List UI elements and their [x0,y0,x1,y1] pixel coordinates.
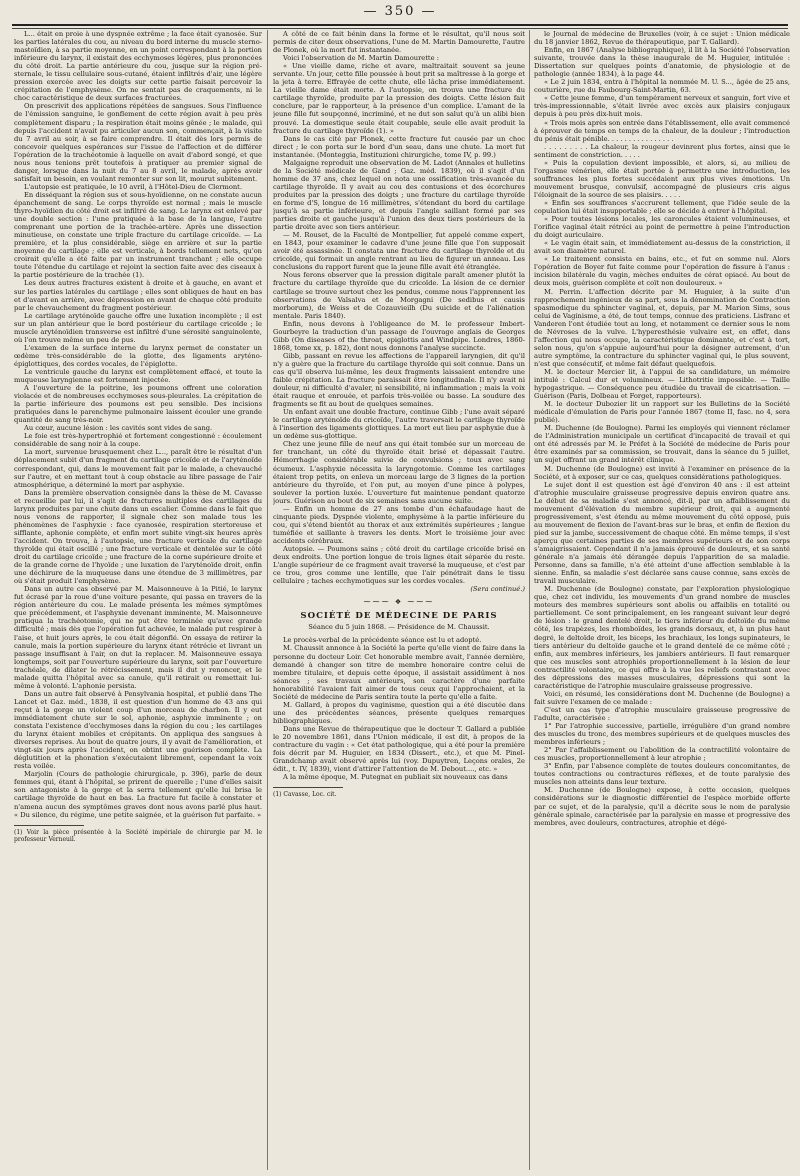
paragraph: Dans une Revue de thérapeutique que le docteur T. Gallard a publiée le 20 novembre 1861, dans l'Union médicale, il est dit, à propos de la contracture du vagin : « Cet état pathologique, qui a été pour la première fois décrit par M. Huguier, en 1834 (Dissert., etc.), et que M. Pinel-Grandchamp avait observé après lui (voy. Dupuytren, Leçons orales, 2e édit., t. IV, 1839), vient d'attirer l'attention de M. Debout...., etc. » [273,724,525,774]
paragraph: Enfin, en 1867 (Analyse bibliographique), il lit à la Société l'observation suivante, trouvée dans la thèse inaugurale de M. Huguier, intitulée : Dissertation sur quelques points d'anatomie, de physiologie et de pathologie (année 1834), à la page 44. [534,46,790,79]
footnote-rule [14,825,84,826]
paragraph: Les deux autres fractures existent à droite et à gauche, en avant et sur les parties latérales du cartilage ; elles sont obliques de haut en bas et d'avant en arrière, avec dépression en avant de chaque côté produite par le chevauchement du fragment postérieur. [14,279,262,312]
paragraph: Un enfant avait une double fracture, continue Gibb ; l'une avait séparé le cartilage aryténoïde du cricoïde, l'autre traversait le cartilage thyroïde à l'insertion des ligaments glottiques. La mort eut lieu par asphyxie due à un œdème sus-glottique. [273,408,525,441]
paragraph: Le foie est très-hypertrophié et fortement congestionné : écoulement considérable de sang noir à la coupe. [14,432,262,449]
paragraph: — M. Rouset, de la Faculté de Montpellier, fut appelé comme expert, en 1843, pour examiner le cadavre d'une jeune fille que l'on supposait avoir été assassinée. Il constata une fracture du cartilage thyroïde et du cricoïde, qui formait un angle rentrant au lieu de figurer un anneau. Les conclusions du rapport furent que la jeune fille avait été étranglée. [273,231,525,272]
column-middle-body [273,30,525,585]
society-title: SOCIÉTÉ DE MÉDECINE DE PARIS [300,611,498,622]
paragraph: M. Duchenne (de Boulogne) constate, par l'exploration physiologique que, chez cet individu, les mouvements d'un grand nombre de muscles moteurs des membres supérieurs sont abolis ou affaiblis en totalité ou partiellement. Ce sont principalement, en les rangeant suivant leur degré de lésion : le grand dentelé droit, le tiers inférieur du deltoïde du même côté, les trapèzes, les rhomboïdes, les grands dorsaux, et, à un plus haut degré, le deltoïde droit, les biceps, les brachiaux, les longs supinateurs, le tiers antérieur du deltoïde gauche et le grand dentelé de ce même côté ; enfin, aux membres inférieurs, les jambiers antérieurs. Il faut remarquer que ces muscles sont atrophiés proportionnellement à la lésion de leur contractilité volontaire, ce qui offre à la vue les reliefs contrastant avec des dépressions des masses musculaires, dépressions qui sont la caractéristique de l'atrophie musculaire graisseuse progressive. [534,585,790,690]
paragraph: « Le 2 juin 1834, entra à l'hôpital la nommée M. U. S..., âgée de 25 ans, couturière, rue du Faubourg-Saint-Martin, 63. [534,78,790,95]
paragraph: Dans un autre fait observé à Pensylvania hospital, et publié dans The Lancet et Gaz. méd., 1838, il est question d'un homme de 43 ans qui reçut à la gorge un violent coup d'un morceau de charbon. Il y eut immédiatement chute sur le sol, aphonie, asphyxie imminente ; on constata l'existence d'ecchymoses dans la région du cou ; les cartilages du larynx étaient mobiles et crépitants. On appliqua des sangsues à diverses reprises. Au bout de quatre jours, il y avait de l'amélioration, et vingt-six jours après l'accident, on obtint une guérison complète. La déglutition et la phonation s'exécutaient librement, cependant la voix resta voilée. [14,689,262,771]
column-left [14,30,262,1168]
paragraph: Malgaigne reproduit une observation de M. Ladot (Annales et hulletins de la Société médicale de Gand ; Gaz. méd. 1839), où il s'agit d'un homme de 37 ans, chez lequel on nota une ossification très-avancée du cartilage thyroïde. Il y avait au cou des contusions et des écorchures produites par la pression des doigts ; une fracture du cartilage thyroïde en forme d'S, longue de 16 millimètres, s'étendant du bord du cartilage jusqu'à sa partie inférieure, et depuis l'angle saillant formé par ses parties droite et gauche jusqu'à l'union des deux tiers postérieurs de la partie droite avec son tiers antérieur. [273,158,525,232]
paragraph: le Journal de médecine de Bruxelles (voir, à ce sujet : Union médicale du 18 janvier 1862, Revue de thérapeutique, par T. Gallard). [534,30,790,47]
paragraph: Voici, en résumé, les considérations dont M. Duchenne (de Boulogne) a fait suivre l'examen de ce malade : [534,689,790,706]
header-rule [12,24,788,29]
paragraph: 1° Par l'atrophie successive, partielle, irrégulière d'un grand nombre des muscles du tronc, des membres supérieurs et de quelques muscles des membres inférieurs ; [534,722,790,747]
column-middle [273,30,525,1168]
paragraph: La mort, survenue brusquement chez L..., paraît être le résultat d'un déplacement subit d'un fragment du cartilage cricoïde et de l'aryténoïde correspondant, qui, dans le mouvement fait par le malade, a chevauché sur l'autre, et en mettant tout à coup obstacle au libre passage de l'air atmosphérique, a déterminé la mort par asphyxie. [14,448,262,489]
column-right [534,30,790,1168]
paragraph: C'est un cas type d'atrophie musculaire graisseuse progressive de l'adulte, caractérisée : [534,705,790,722]
paragraph: M. le docteur Dubozier lit un rapport sur les Bulletins de la Société médicale d'émulation de Paris pour l'année 1867 (tome II, fasc. no 4, sera publié). [534,400,790,425]
paragraph: Au cœur, aucune lésion : les cavités sont vides de sang. [24,424,213,433]
paragraph: Dans la première observation consignée dans la thèse de M. Cavasse et recueillie par lui, il s'agit de fractures multiples des cartilages du larynx produites par une chute dans un escalier. Comme dans le fait que nous venons de rapporter, il signale chez son malade tous les phénomènes de l'asphyxie : face cyanosée, respiration stertoreuse et sifflante, aphonie complète, et enfin mort subite vingt-six heures après l'accident. On trouva, à l'autopsie, une fracture verticale du cartilage thyroïde qui était oscillé ; une fracture verticale et dentelée sur le côté droit du cartilage cricoïde ; une fracture de la corne supérieure droite et de la grande corne de l'hyoïde ; une luxation de l'aryténoïde droit, enfin une déchirure de la muqueuse dans une étendue de 3 millimètres, par où s'était produit l'emphysème. [14,488,262,586]
paragraph: Le procès-verbal de la précédente séance est lu et adopté. [283,636,482,645]
paragraph: L'examen de la surface interne du larynx permet de constater un œdème très-considérable de la glotte, des ligaments aryténo-épiglottiques, des cordes vocales, de l'épiglotte. [14,343,262,368]
paragraph: Nous ferons observer que la pression digitale paraît amener plutôt la fracture du cartilage thyroïde que du cricoïde. La lésion de ce dernier cartilage se trouve surtout chez les pendus, comme nous l'apprennent les observations de Valsalva et de Morgagni (De sedibus et causis morborum), de Weiss et de Cozauvieilh (Du suicide et de l'aliénation mentale. Paris 1840). [273,271,525,320]
paragraph: 3° Enfin, par l'absence complète de toutes douleurs concomitantes, de toutes contractions ou contractures réflexes, et de toute paralysie des muscles non atteints dans leur texture. [534,762,790,787]
column-left-body [14,30,262,819]
footnote: (1) Cavasse, Loc. cit. [273,791,337,799]
paragraph: L... était en proie à une dyspnée extrême ; la face était cyanosée. Sur les parties latérales du cou, au niveau du bord interne du muscle sterno-mastoïdien, à sa partie moyenne, en un point correspondant à la portion inférieure du larynx, il existait des ecchymoses légères, plus prononcées du côté droit. La partie antérieure du cou, jusque sur la région pré-sternale, le tissu cellulaire sous-cutané, étaient infiltrés d'air, une légère pression exercée avec les doigts sur cette partie faisait percevoir la crépitation de l'emphysème. On ne sentait pas de craquements, ni le choc caractéristique de deux surfaces fracturées. [14,30,262,103]
paragraph: M. Duchenne (de Boulogne) expose, à cette occasion, quelques considérations sur le diagnostic différentiel de l'espèce morbide offerte par ce sujet, et de la paralysie, qu'il a décrite sous le nom de paralysie générale spinale, caractérisée par la paralysie en masse et progressive des membres, avec douleurs, contractures, atrophie et dégé- [534,786,790,827]
paragraph: Le cartilage aryténoïde gauche offre une luxation incomplète ; il est sur un plan antérieur que le bord postérieur du cartilage cricoïde ; le muscle aryténoïdien transverse est infiltré d'une sérosité sanguinolente, où l'on trouve même un peu de pus. [14,311,262,344]
paragraph: Autopsie. — Poumons sains ; côté droit du cartilage cricoïde brisé en deux endroits. Une portion longue de trois lignes était séparée du reste. L'angle supérieur de ce fragment avait traversé la muqueuse, et c'est par ce trou, gros comme une lentille, que l'air pénétrait dans le tissu cellulaire ; taches ecchymotiques sur les cordes vocales. [273,545,525,586]
footnote: (1) Voir la pièce présentée à la Société impériale de chirurgie par M. le professeur Verneuil. [14,828,262,844]
paragraph: En disséquant la région sus et sous-hyoïdienne, on ne constate aucun épanchement de sang. Le corps thyroïde est normal ; mais le muscle thyro-hyoïdien du côté droit est infiltré de sang. Le larynx est enlevé par une double section : l'une pratiquée à la base de la langue, l'autre comprenant une portion de la trachée-artère. Après une dissection minutieuse, on constate une triple fracture du cartilage cricoïde. — La première, et la plus considérable, siège en arrière et sur la partie moyenne du cartilage ; elle est verticale, à bords tellement nets, qu'on croirait qu'elle a été faite par un instrument tranchant ; elle occupe toute l'étendue du cartilage et rejoint la section faite avec des ciseaux à la partie postérieure de la trachée (1). [14,190,262,280]
continued-note: (Sera continué.) [470,585,525,594]
paragraph: Marjolin (Cours de pathologie chirurgicale, p. 396), parle de deux femmes qui, étant à l'hôpital, se prirent de querelle ; l'une d'elles saisit son antagoniste à la gorge et la serra tellement qu'elle lui brisa le cartilage thyroïde de haut en bas. La fracture fut facile à constater et n'amena aucun des symptômes graves dont nous avons parlé plus haut. « Du silence, du régime, une petite saignée, et la guérison fut parfaite. » [14,770,262,819]
paragraph: A la même époque, M. Putegnat en publiait six nouveaux cas dans [283,773,508,782]
paragraph: Chez une jeune fille de neuf ans qui était tombée sur un morceau de fer tranchant, un côté du thyroïde était brisé et dépassait l'autre. Hémorrhagie considérable suivie de convulsions ; toux avec sang écumeux. L'asphyxie nécessita la laryngotomie. Comme les cartilages étaient trop petits, on enleva un morceau large de 3 lignes de la portion antérieure du thyroïde, et l'on put, au moyen d'une pince à polypes, soulever la portion luxée. L'ouverture fut maintenue pendant quatorze jours. Guérison au bout de six semaines sans aucune suite. [273,440,525,505]
paragraph: « Cette jeune femme, d'un tempérament nerveux et sanguin, fort vive et très-impressionnable, s'était livrée avec excès aux plaisirs conjugaux depuis à peu près dix-huit mois. [534,94,790,119]
paragraph: « Le vagin était sain, et immédiatement au-dessus de la constriction, il avait son diamètre naturel. [534,239,790,256]
paragraph: M. Perrin. L'affection décrite par M. Huguier, à la suite d'un rapprochement ingénieux de sa part, sous la dénomination de Contraction spasmodique du sphincter vaginal, et, depuis, par M. Marion Sims, sous celui de Vaginisme, a été, de tout temps, connue des praticiens. Lisfranc et Vanderen l'ont étudiée tout au long, et notamment ce dernier sous le nom de Névroses de la vulve. L'hyperesthésie vulvaire est, en effet, dans l'affection qui nous occupe, la caractéristique dominante, et c'est à tort, selon nous, qu'on s'appuie aujourd'hui pour la désigner autrement, d'un autre symptôme, la contracture du sphincter vaginal qui, le plus souvent, n'est que consécutif, et même fait défaut quelquefois. [534,287,790,368]
paragraph: — Enfin un homme de 27 ans tombe d'un échafaudage haut de cinquante pieds. Dyspnée violente, emphysème à la partie inférieure du cou, qui s'étend bientôt au thorax et aux extrémités supérieures ; langue tuméfiée et saillante à travers les dents. Mort le troisième jour avec accidents cérébraux. [273,504,525,545]
society-minutes [273,636,525,781]
paragraph: M. Gallard, à propos du vaginisme, question qui a été discutée dans une des précédentes séances, présente quelques remarques bibliographiques. [273,700,525,725]
paragraph: M. Duchenne (de Boulogne) est invité à l'examiner en présence de la Société, et à exposer, sur ce cas, quelques considérations pathologiques. [534,464,790,481]
paragraph: Voici l'observation de M. Martin Damourette : [283,54,439,63]
paragraph: A l'ouverture de la poitrine, les poumons offrent une coloration violacée et de nombreuses ecchymoses sous-pleurales. La crépitation de la partie inférieure des poumons est peu sensible. Des incisions pratiquées dans le parenchyme pulmonaire laissent écouler une grande quantité de sang très-noir. [14,384,262,425]
paragraph: « Le traitement consista en bains, etc., et fut en somme nul. Alors l'opération de Boyer fut faite comme pour l'opération de fissure à l'anus : incision bilatérale du vagin, mèches enduites de cérat opiacé. Au bout de deux mois, guérison complète et coït non douloureux. » [534,255,790,288]
paragraph: L'autopsie est pratiquée, le 10 avril, à l'Hôtel-Dieu de Clermont. [24,182,242,191]
section-ornament: ⁓⁓⁓ ❖ ⁓⁓⁓ [363,598,435,607]
paragraph: . . . . . . . . . La chaleur, la rougeur devinrent plus fortes, ainsi que le sentiment de constriction. . . . . [534,142,790,159]
paragraph: On prescrivit des applications répétées de sangsues. Sous l'influence de l'émission sanguine, le gonflement de cette région avait à peu près complètement disparu ; la respiration était moins gênée ; le malade, qui depuis l'accident n'avait pu articuler aucun son, commençait, à la visite du 7 avril au soir, à se faire comprendre. Il était dès lors permis de concevoir quelques espérances sur l'issue de l'affection et de différer l'opération de la trachéotomie à laquelle on avait d'abord songé, et que nous nous tenions prêt toutefois à pratiquer au premier signal de danger, lorsque dans la nuit du 7 au 8 avril, le malade, après avoir satisfait un besoin, en voulant remonter sur son lit, mourut subitement. [14,102,262,183]
paragraph: Le ventricule gauche du larynx est complètement effacé, et toute la muqueuse laryngienne est fortement injectée. [14,367,262,385]
paragraph: A côté de ce fait bénin dans la forme et le résultat, qu'il nous soit permis de citer deux observations, l'une de M. Martin Damourette, l'autre de Plonek, où la mort fut instantanée. [273,30,525,55]
footnote-rule [273,787,343,788]
column-right-body [534,30,790,827]
paragraph: Gibb, passant en revue les affections de l'appareil laryngien, dit qu'il n'y a guère que la fracture du cartilage thyroïde qui soit connue. Dans un cas qu'il observa lui-même, les deux fragments laissaient entendre une faible crépitation. La fracture paraissait être longitudinale. Il n'y avait ni douleur, ni difficulté d'avaler, ni sensibilité, ni inflammation ; mais la voix était rauque et enrouée, et parfois très-voilée ou basse. La soudure des fragments se fit au bout de quelques semaines. [273,351,525,409]
paragraph: M. le docteur Mercier lit, à l'appui de sa candidature, un mémoire intitulé : Calcul dur et volumineux. — Lithotritie impossible. — Taille hypogastrique. — Conséquence peu étudiée du travail de cicatrisation. — Guérison (Paris, Dolbeau et Forget, rapporteurs). [534,367,790,401]
page-number: — 350 — [363,4,437,19]
paragraph: Enfin, nous devons à l'obligeance de M. le professeur Imbert-Gourbeyre la traduction d'un passage de l'ouvrage anglais de Georges Gibb (On diseases of the throat, epiglottis and Windpipe. Londres, 1860-1868, tome xx, p. 182), dont nous donnons l'analyse succincte. [273,319,525,352]
paragraph: Le sujet dont il est question est âgé d'environ 40 ans : il est atteint d'atrophie musculaire graisseuse progressive depuis environ quatre ans. Le début de sa maladie s'est annoncé, dit-il, par un affaiblissement du mouvement d'élévation du membre supérieur droit, qui a augmenté progressivement, s'est étendu au même mouvement du côté opposé, puis au mouvement de flexion de l'avant-bras sur le bras, et enfin de flexion du pied sur la jambe, successivement de chaque côté. En même temps, il s'est aperçu que certaines parties de ses membres supérieurs et de son corps s'amaigrissaient. Cependant il n'a jamais éprouvé de douleurs, et sa santé générale n'a jamais été dérangée depuis l'apparition de sa maladie. Personne, dans sa famille, n'a été atteint d'une affection semblable à la sienne. Enfin, sa maladie s'est déclarée sans cause connue, sans excès de travail musculaire. [534,480,790,586]
paragraph: « Pour toutes lésions locales, les caroncules étaient volumineuses, et l'orifice vaginal était rétréci au point de permettre à peine l'introduction du doigt auriculaire. [534,215,790,240]
society-subtitle: Séance du 5 juin 1868. — Présidence de M. Chaussit. [308,623,490,632]
paragraph: « Puis la copulation devient impossible, et alors, si, au milieu de l'orgasme vénérien, elle était portée à permettre une introduction, les souffrances les plus fortes succédaient aux plus vives émotions. Un mouvement brusque, convulsif, accompagné de plusieurs cris aigus l'éloignait de la source de ses plaisirs. . . . . [534,158,790,199]
paragraph: 2° Par l'affaiblissement ou l'abolition de la contractilité volontaire de ces muscles, proportionnellement à leur atrophie ; [534,746,790,763]
paragraph: « Trois mois après son entrée dans l'établissement, elle avait commencé à éprouver de temps en temps de la chaleur, de la douleur ; l'introduction du pénis était pénible. . . . . . . . . . . . . . . . [534,118,790,143]
paragraph: M. Chaussit annonce à la Société la perte qu'elle vient de faire dans la personne du docteur Loir. Cet honorable membre avait, l'année dernière, demandé à changer son titre de membre honoraire contre celui de membre titulaire, et depuis cette époque, il assistait assidûment à nos séances ; ses travaux antérieurs, son caractère d'une parfaite honorabilité l'avaient fait aimer de tous ceux qui l'approchaient, et la Société de médecine de Paris sentira toute la perte qu'elle a faite. [273,644,525,701]
paragraph: Dans le cas cité par Plonek, cette fracture fut causée par un choc direct ; le con porta sur le bord d'un seau, dans une chute. La mort fut instantanée. (Monteggia, Instituzioni chirurgiche, tome IV, p. 99.) [273,134,525,159]
paragraph: « Une vieille dame, riche et avare, maltraitait souvent sa jeune servante. Un jour, cette fille poussée à bout prit sa maîtresse à la gorge et la jeta à terre. Effrayée de cette chute, elle lâcha prise immédiatement. La vieille dame était morte. A l'autopsie, on trouva une fracture du cartilage thyroïde, produite par la pression des doigts. Cette lésion fait conclure, par le rapporteur, à la présence d'un complice. L'amant de la jeune fille fut soupçonné, incriminé, et ne dut son salut qu'à un alibi bien prouvé. La domestique seule était coupable, seule elle avait produit la fracture du cartilage thyroïde (1). » [273,62,525,135]
paragraph: Dans un autre cas observé par M. Maisonneuve à la Pitié, le larynx fut écrasé par la roue d'une voiture pesante, qui passa en travers de la région antérieure du cou. Le malade présenta les mêmes symptômes que précédemment, et l'asphyxie devenant imminente, M. Maisonneuve pratiqua la trachéotomie, qui ne put être terminée qu'avec grande difficulté ; mais dès que l'opération fut achevée, le malade put respirer à l'aise, et huit jours après, le cou était dégonflé. On essaya de retirer la canule, mais la portion supérieure du larynx étant rétrécie et livrant un passage insuffisant à l'air, on dut la replacer. M. Maisonneuve essaya longtemps, soit par l'ouverture supérieure du larynx, soit par l'ouverture trachéale, de dilater le rétrécissement, mais il dut y renoncer, et le malade quitta l'hôpital avec sa canule, qu'il retirait ou remettait lui-même à volonté. L'aphonie persista. [14,585,262,690]
paragraph: « Enfin ses souffrances s'accrurent tellement, que l'idée seule de la copulation lui était insupportable ; elle se décide à entrer à l'hôpital. [534,198,790,216]
paragraph: M. Duchenne (de Boulogne). Parmi les employés qui viennent réclamer de l'Administration municipale un certificat d'incapacité de travail et qui ont été adressés par M. le Préfet à la Société de médecine de Paris pour être examinés par sa commission, se trouvait, dans la séance du 5 juillet, un sujet offrant un grand intérêt clinique. [534,424,790,465]
column-divider [267,30,268,1170]
column-divider [529,30,530,1170]
